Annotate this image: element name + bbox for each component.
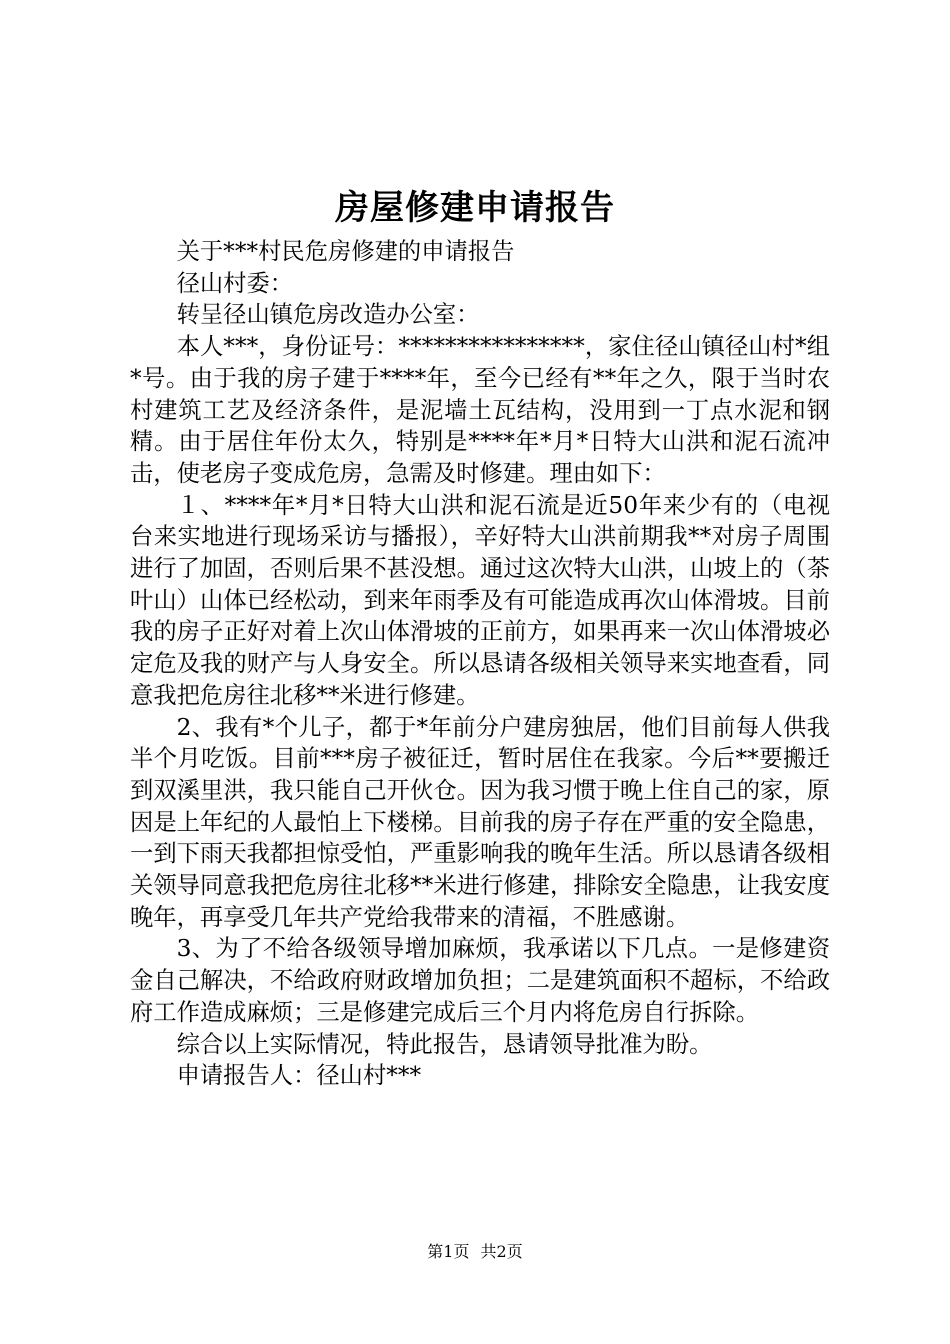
- reason-paragraph-1: １、****年*月*日特大山洪和泥石流是近50年来少有的（电视台来实地进行现场采访与播报），辛好特大山洪前期我**对房子周围进行了加固，否则后果不甚没想。通过这次特大山洪，山坡上的（茶叶山）山体已经松动，到来年雨季及有可能造成再次山体滑坡。目前我的房子正好对着上次山体滑坡的正前方，如果再来一次山体滑坡必定危及我的财产与人身安全。所以恳请各级相关领导来实地查看，同意我把危房往北移**米进行修建。: [130, 491, 830, 709]
- addressee-village-committee: 径山村委：: [176, 269, 294, 297]
- addressee-renovation-office: 转呈径山镇危房改造办公室：: [176, 301, 480, 329]
- page-footer: [0, 1240, 950, 1264]
- page-number: 第1页: [427, 1242, 470, 1261]
- document-title: 房屋修建申请报告: [335, 188, 615, 228]
- applicant-signature: 申请报告人：径山村***: [176, 1062, 422, 1090]
- closing-paragraph: 综合以上实际情况，特此报告，恳请领导批准为盼。: [176, 1030, 713, 1058]
- document-body: [130, 236, 830, 1092]
- intro-paragraph: 本人***，身份证号：****************，家住径山镇径山村*组*号。由于我的房子建于****年，至今已经有**年之久，限于当时农村建筑工艺及经济条件，是泥墙土瓦结构，没用到一丁点水泥和钢精。由于居住年份太久，特别是****年*月*日特大山洪和泥石流冲击，使老房子变成危房，急需及时修建。理由如下：: [130, 333, 830, 487]
- reason-paragraph-2: 2、我有*个儿子，都于*年前分户建房独居，他们目前每人供我半个月吃饭。目前***房子被征迁，暂时居住在我家。今后**要搬迁到双溪里洪，我只能自己开伙仓。因为我习惯于晚上住自己的家，原因是上年纪的人最怕上下楼梯。目前我的房子存在严重的安全隐患，一到下雨天我都担惊受怕，严重影响我的晚年生活。所以恳请各级相关领导同意我把危房往北移**米进行修建，排除安全隐患，让我安度晚年，再享受几年共产党给我带来的清福，不胜感谢。: [130, 713, 830, 931]
- report-subject: 关于***村民危房修建的申请报告: [176, 238, 515, 265]
- page-total: 共2页: [480, 1242, 523, 1261]
- reason-paragraph-3: 3、为了不给各级领导增加麻烦，我承诺以下几点。一是修建资金自己解决，不给政府财政增加负担；二是建筑面积不超标，不给政府工作造成麻烦；三是修建完成后三个月内将危房自行拆除。: [130, 935, 830, 1026]
